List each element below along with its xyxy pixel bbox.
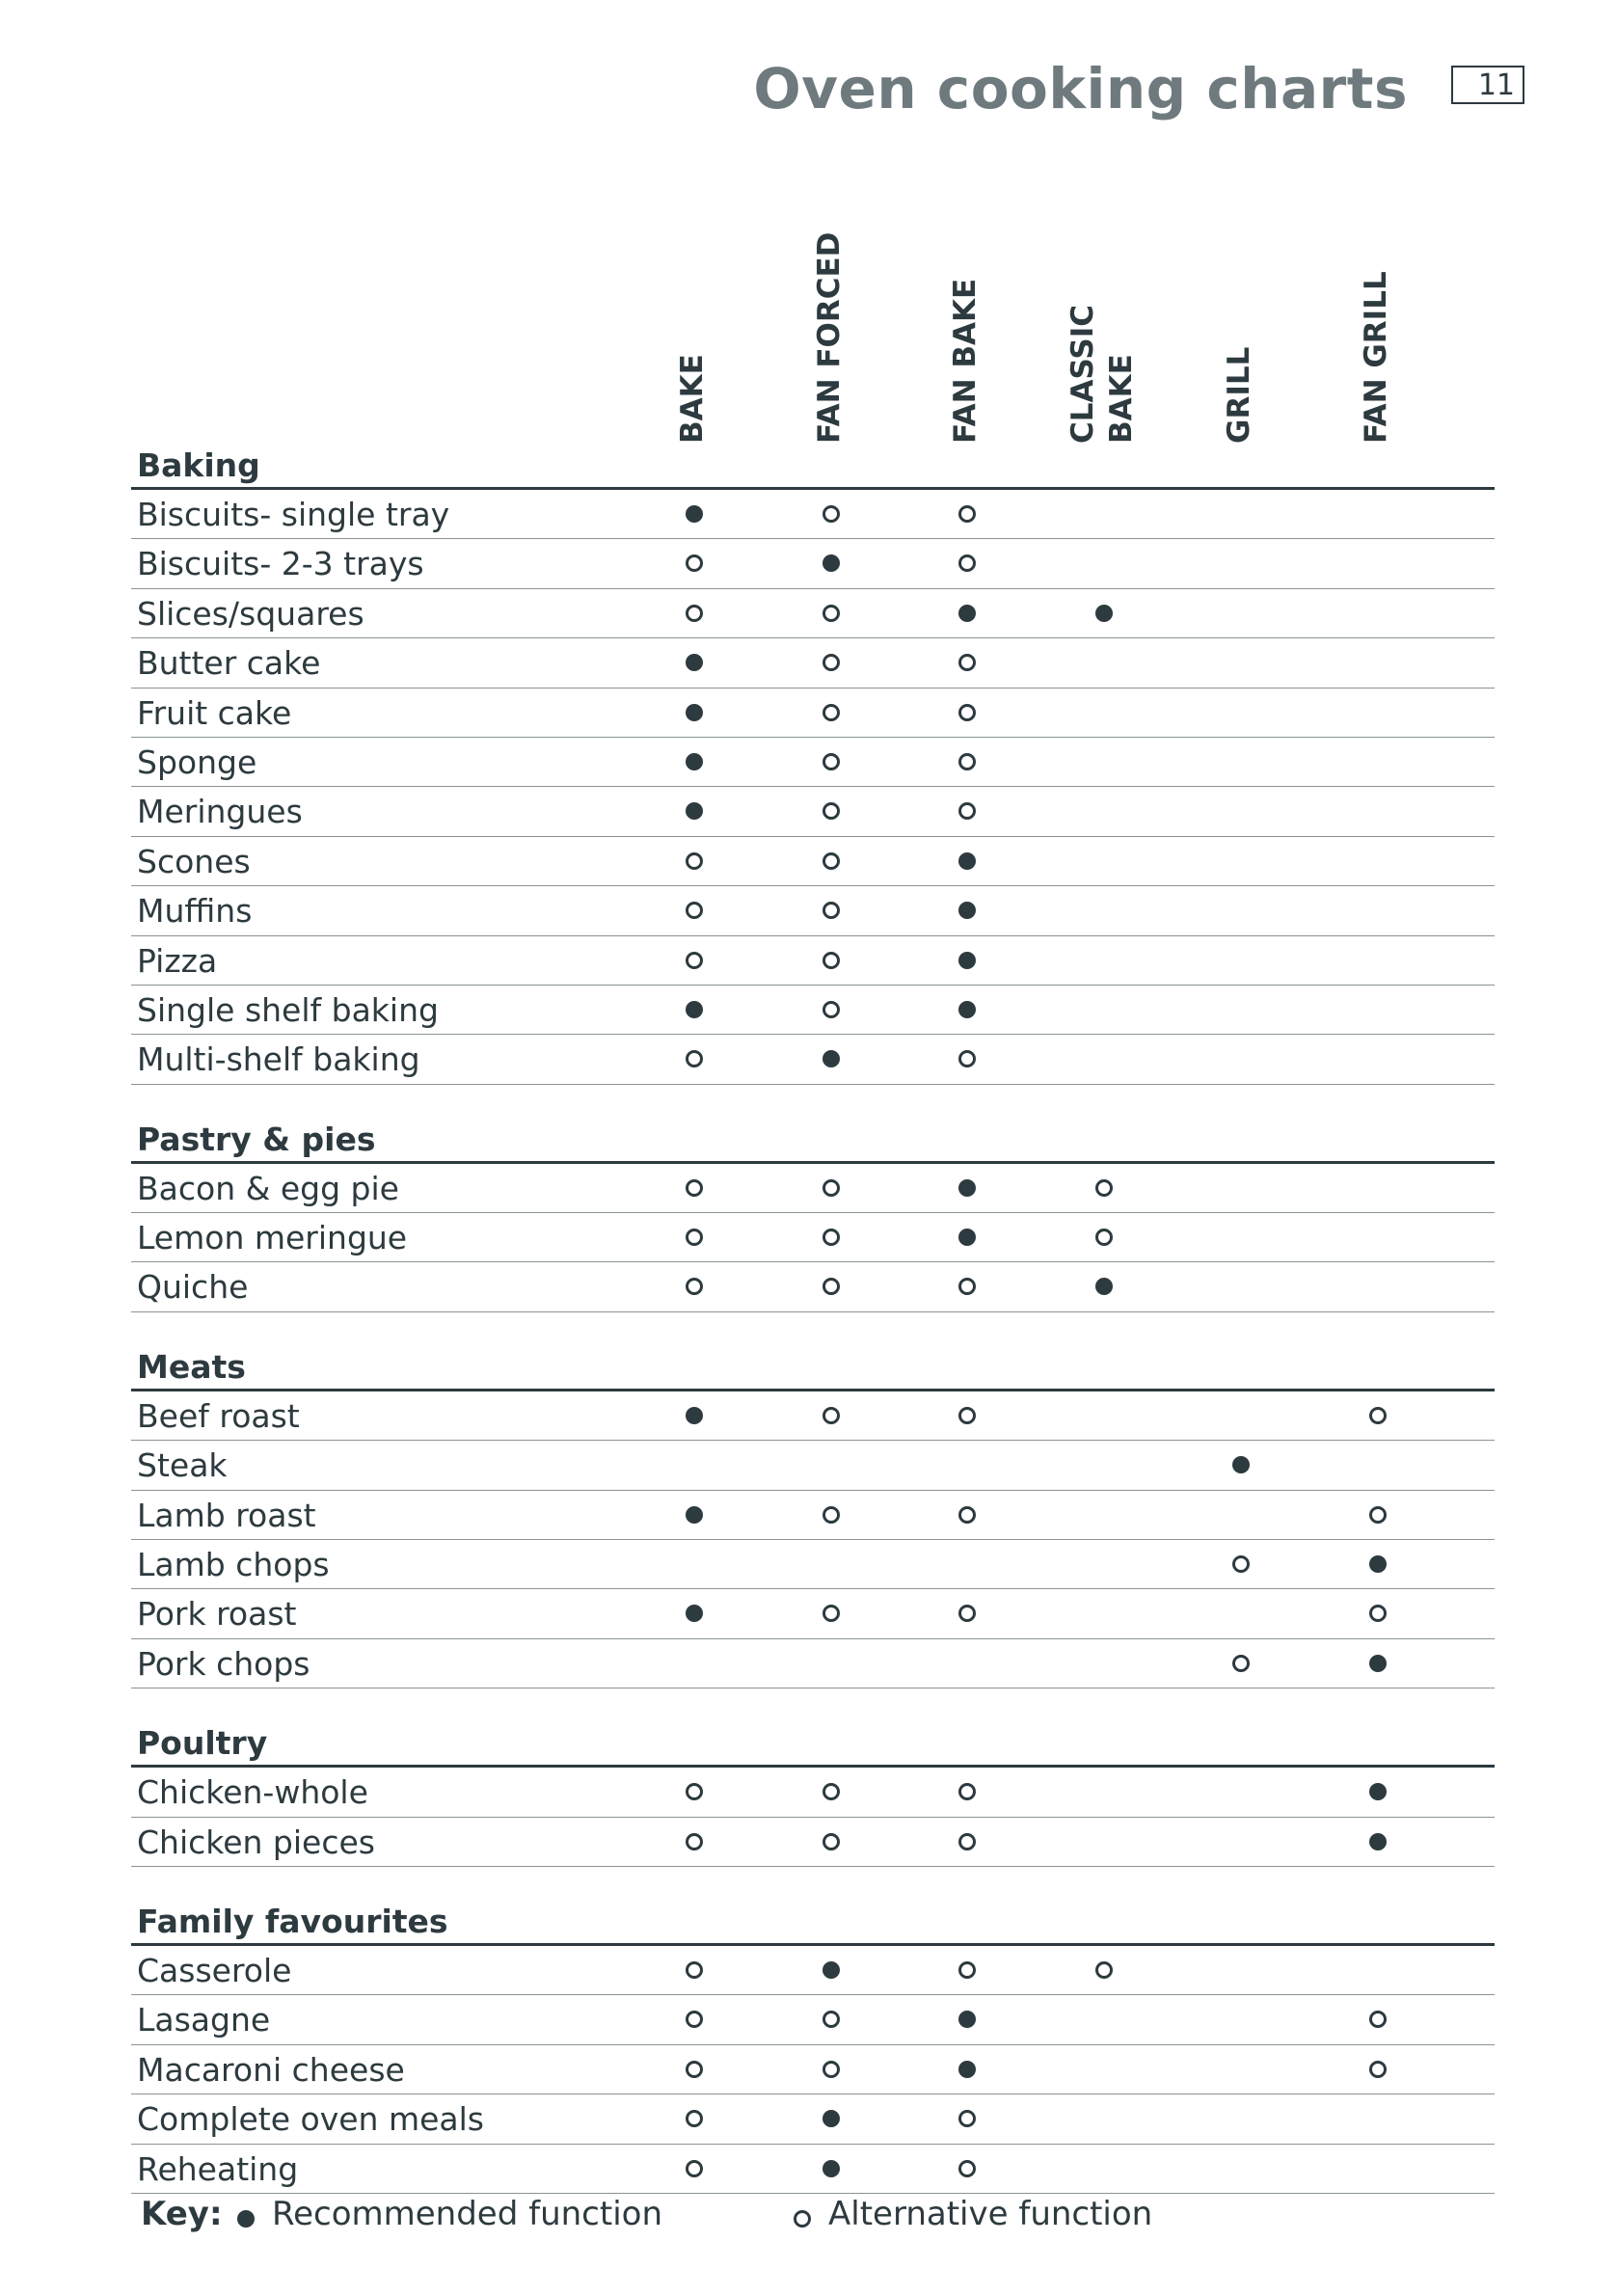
row-label: Steak	[137, 1446, 228, 1485]
alternative-circle-icon	[822, 1179, 840, 1197]
row-label: Sponge	[137, 743, 257, 781]
alternative-circle-icon	[822, 1783, 840, 1800]
alternative-circle-icon	[822, 2011, 840, 2028]
row-label: Macaroni cheese	[137, 2050, 405, 2089]
row-label: Scones	[137, 842, 251, 880]
alternative-circle-icon	[822, 952, 840, 969]
alternative-circle-icon	[686, 1229, 703, 1246]
row-label: Biscuits- single tray	[137, 496, 450, 533]
row-label: Casserole	[137, 1951, 292, 1989]
legend-recommended-label: Recommended function	[272, 2195, 662, 2233]
alternative-circle-icon	[686, 952, 703, 969]
legend-key-label: Key:	[141, 2195, 223, 2233]
alternative-circle-icon	[686, 1050, 703, 1067]
recommended-dot-icon	[1232, 1456, 1250, 1473]
row-label: Chicken-whole	[137, 1773, 368, 1812]
recommended-dot-icon	[686, 802, 703, 820]
row-label: Beef roast	[137, 1396, 300, 1435]
section-meats	[131, 1312, 1495, 1688]
alternative-circle-icon	[822, 2061, 840, 2078]
section-poultry	[131, 1688, 1495, 1867]
recommended-dot-icon	[686, 1605, 703, 1622]
alternative-circle-icon	[794, 2210, 811, 2228]
table-row	[131, 1491, 1495, 1540]
alternative-circle-icon	[686, 554, 703, 572]
recommended-dot-icon	[822, 2160, 840, 2177]
alternative-circle-icon	[822, 852, 840, 870]
alternative-circle-icon	[1369, 2011, 1387, 2028]
alternative-circle-icon	[822, 902, 840, 919]
section-baking	[131, 424, 1495, 1085]
row-label: Pork roast	[137, 1595, 297, 1634]
alternative-circle-icon	[958, 1407, 976, 1424]
table-row	[131, 1589, 1495, 1638]
alternative-circle-icon	[958, 802, 976, 820]
section-title: Family favourites	[131, 1880, 1495, 1946]
section-title: Meats	[131, 1326, 1495, 1391]
alternative-circle-icon	[686, 2110, 703, 2127]
section-spacer	[131, 1085, 1495, 1098]
table-row	[131, 1213, 1495, 1262]
alternative-circle-icon	[958, 1278, 976, 1295]
recommended-dot-icon	[686, 505, 703, 523]
table-row	[131, 2094, 1495, 2144]
alternative-circle-icon	[958, 1050, 976, 1067]
table-row	[131, 490, 1495, 539]
table-row	[131, 1768, 1495, 1817]
row-label: Single shelf baking	[137, 990, 439, 1029]
alternative-circle-icon	[686, 1961, 703, 1979]
alternative-circle-icon	[1095, 1961, 1113, 1979]
row-label: Quiche	[137, 1268, 249, 1307]
recommended-dot-icon	[958, 902, 976, 919]
alternative-circle-icon	[958, 1783, 976, 1800]
recommended-dot-icon	[958, 952, 976, 969]
alternative-circle-icon	[958, 1833, 976, 1850]
row-label: Fruit cake	[137, 693, 292, 732]
table-row	[131, 1540, 1495, 1589]
alternative-circle-icon	[822, 802, 840, 820]
alternative-circle-icon	[822, 505, 840, 523]
section-title: Baking	[131, 424, 1495, 490]
table-row	[131, 986, 1495, 1035]
recommended-dot-icon	[686, 1506, 703, 1524]
recommended-dot-icon	[958, 2011, 976, 2028]
alternative-circle-icon	[686, 2160, 703, 2177]
row-label: Lemon meringue	[137, 1219, 408, 1257]
legend-alternative-label: Alternative function	[828, 2195, 1153, 2233]
recommended-dot-icon	[686, 704, 703, 721]
table-row	[131, 1164, 1495, 1213]
table-row	[131, 1995, 1495, 2044]
alternative-circle-icon	[958, 654, 976, 671]
row-label: Chicken pieces	[137, 1823, 375, 1861]
table-row	[131, 1818, 1495, 1867]
table-row	[131, 1391, 1495, 1441]
recommended-dot-icon	[1095, 605, 1113, 622]
recommended-dot-icon	[958, 1001, 976, 1018]
alternative-circle-icon	[822, 753, 840, 770]
recommended-dot-icon	[958, 605, 976, 622]
section-family-favourites	[131, 1867, 1495, 2194]
table-row	[131, 1441, 1495, 1490]
section-spacer	[131, 1867, 1495, 1880]
row-label: Slices/squares	[137, 594, 364, 633]
row-label: Bacon & egg pie	[137, 1169, 399, 1207]
row-label: Pizza	[137, 941, 218, 980]
alternative-circle-icon	[822, 654, 840, 671]
table-row	[131, 837, 1495, 886]
alternative-circle-icon	[822, 704, 840, 721]
table-row	[131, 1946, 1495, 1995]
alternative-circle-icon	[822, 1407, 840, 1424]
recommended-dot-icon	[1369, 1783, 1387, 1800]
alternative-circle-icon	[1369, 1407, 1387, 1424]
row-label: Butter cake	[137, 644, 321, 683]
recommended-dot-icon	[686, 654, 703, 671]
table-row	[131, 1262, 1495, 1311]
row-label: Pork chops	[137, 1644, 310, 1683]
row-label: Lamb chops	[137, 1546, 330, 1584]
alternative-circle-icon	[822, 1278, 840, 1295]
recommended-dot-icon	[686, 753, 703, 770]
recommended-dot-icon	[1369, 1833, 1387, 1850]
recommended-dot-icon	[958, 1179, 976, 1197]
recommended-dot-icon	[822, 1050, 840, 1067]
alternative-circle-icon	[958, 1605, 976, 1622]
alternative-circle-icon	[958, 1961, 976, 1979]
recommended-dot-icon	[958, 2061, 976, 2078]
recommended-dot-icon	[1095, 1278, 1113, 1295]
alternative-circle-icon	[958, 704, 976, 721]
alternative-circle-icon	[1369, 2061, 1387, 2078]
alternative-circle-icon	[1232, 1655, 1250, 1672]
alternative-circle-icon	[822, 1506, 840, 1524]
row-label: Reheating	[137, 2149, 299, 2188]
section-spacer	[131, 1312, 1495, 1326]
row-label: Multi-shelf baking	[137, 1040, 420, 1079]
section-spacer	[131, 1688, 1495, 1702]
alternative-circle-icon	[686, 1783, 703, 1800]
section-title: Poultry	[131, 1702, 1495, 1768]
table-row	[131, 1035, 1495, 1084]
alternative-circle-icon	[958, 2160, 976, 2177]
row-label: Muffins	[137, 892, 253, 931]
section-title: Pastry & pies	[131, 1098, 1495, 1164]
recommended-dot-icon	[822, 1961, 840, 1979]
alternative-circle-icon	[822, 1605, 840, 1622]
table-row	[131, 787, 1495, 836]
recommended-dot-icon	[686, 1407, 703, 1424]
alternative-circle-icon	[686, 1179, 703, 1197]
recommended-dot-icon	[822, 2110, 840, 2127]
page-title: Oven cooking charts	[753, 56, 1408, 122]
alternative-circle-icon	[1369, 1605, 1387, 1622]
table-row	[131, 738, 1495, 787]
alternative-circle-icon	[822, 1001, 840, 1018]
recommended-dot-icon	[1369, 1555, 1387, 1573]
table-row	[131, 539, 1495, 588]
page-number: 11	[1451, 66, 1524, 104]
alternative-circle-icon	[958, 554, 976, 572]
alternative-circle-icon	[1369, 1506, 1387, 1524]
alternative-circle-icon	[958, 505, 976, 523]
alternative-circle-icon	[686, 852, 703, 870]
alternative-circle-icon	[822, 605, 840, 622]
row-label: Meringues	[137, 793, 303, 831]
alternative-circle-icon	[686, 1278, 703, 1295]
table-row	[131, 689, 1495, 738]
alternative-circle-icon	[822, 1229, 840, 1246]
table-row	[131, 589, 1495, 638]
table-row	[131, 1639, 1495, 1688]
alternative-circle-icon	[686, 2061, 703, 2078]
alternative-circle-icon	[686, 605, 703, 622]
table-row	[131, 886, 1495, 935]
recommended-dot-icon	[822, 554, 840, 572]
alternative-circle-icon	[822, 1833, 840, 1850]
section-pastry-pies	[131, 1085, 1495, 1312]
table-row	[131, 638, 1495, 688]
row-label: Lasagne	[137, 2001, 271, 2039]
alternative-circle-icon	[958, 2110, 976, 2127]
recommended-dot-icon	[237, 2210, 255, 2228]
alternative-circle-icon	[686, 902, 703, 919]
alternative-circle-icon	[686, 2011, 703, 2028]
row-label: Complete oven meals	[137, 2100, 484, 2139]
row-label: Biscuits- 2-3 trays	[137, 545, 424, 583]
table-row	[131, 936, 1495, 986]
alternative-circle-icon	[958, 753, 976, 770]
alternative-circle-icon	[1232, 1555, 1250, 1573]
table-row	[131, 2145, 1495, 2194]
alternative-circle-icon	[1095, 1179, 1113, 1197]
recommended-dot-icon	[958, 852, 976, 870]
table-row	[131, 2045, 1495, 2094]
alternative-circle-icon	[958, 1506, 976, 1524]
recommended-dot-icon	[686, 1001, 703, 1018]
recommended-dot-icon	[958, 1229, 976, 1246]
alternative-circle-icon	[686, 1833, 703, 1850]
alternative-circle-icon	[1095, 1229, 1113, 1246]
cooking-chart-table	[131, 424, 1495, 2194]
recommended-dot-icon	[1369, 1655, 1387, 1672]
row-label: Lamb roast	[137, 1496, 316, 1534]
